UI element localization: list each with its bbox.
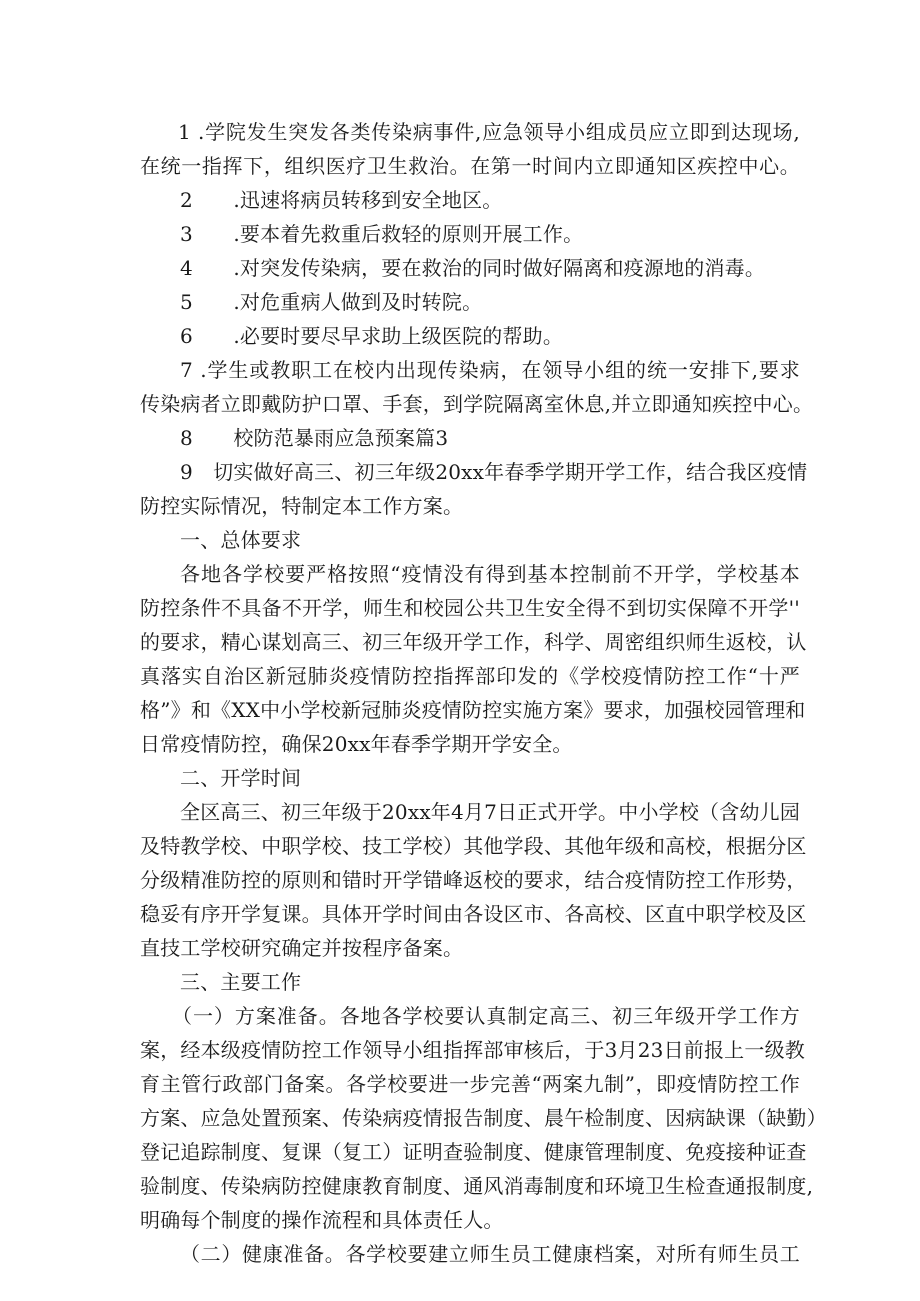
- text-line: 5 .对危重病人做到及时转院。: [180, 290, 483, 314]
- text-line: 分级精准防控的原则和错时开学错峰返校的要求，结合疫情防控工作形势，: [140, 868, 807, 892]
- text-line: 传染病者立即戴防护口罩、手套，到学院隔离室休息,并立即通知疾控中心。: [140, 392, 814, 416]
- text-line: 1 .学院发生突发各类传染病事件,应急领导小组成员应立即到达现场,: [178, 120, 800, 144]
- text-line: 真落实自治区新冠肺炎疫情防控指挥部印发的《学校疫情防控工作“十严: [140, 664, 800, 688]
- section-heading: 三、主要工作: [180, 970, 302, 994]
- text-line: 在统一指挥下，组织医疗卫生救治。在第一时间内立即通知区疾控中心。: [140, 154, 800, 178]
- section-heading: 二、开学时间: [180, 766, 302, 790]
- text-line: （一）方案准备。各地各学校要认真制定高三、初三年级开学工作方: [172, 1004, 800, 1028]
- text-line: 4 .对突发传染病，要在救治的同时做好隔离和疫源地的消毒。: [180, 256, 766, 280]
- text-line: 全区高三、初三年级于20xx年4月7日正式开学。中小学校（含幼儿园: [180, 800, 801, 824]
- text-line: （二）健康准备。各学校要建立师生员工健康档案，对所有师生员工: [180, 1242, 800, 1266]
- text-line: 稳妥有序开学复课。具体开学时间由各设区市、各高校、区直中职学校及区: [140, 902, 807, 926]
- section-heading: 8 校防范暴雨应急预案篇3: [180, 426, 449, 450]
- section-heading: 一、总体要求: [180, 528, 302, 552]
- text-line: 日常疫情防控，确保20xx年春季学期开学安全。: [140, 732, 573, 756]
- text-line: 9 切实做好高三、初三年级20xx年春季学期开学工作，结合我区疫情: [180, 460, 808, 484]
- text-line: 登记追踪制度、复课（复工）证明查验制度、健康管理制度、免疫接种证查: [140, 1140, 807, 1164]
- text-line: 直技工学校研究确定并按程序备案。: [140, 936, 464, 960]
- text-line: 3 .要本着先救重后救轻的原则开展工作。: [180, 222, 584, 246]
- text-line: 明确每个制度的操作流程和具体责任人。: [140, 1208, 504, 1232]
- text-line: 2 .迅速将病员转移到安全地区。: [180, 188, 503, 212]
- text-line: 6 .必要时要尽早求助上级医院的帮助。: [180, 324, 564, 348]
- text-line: 验制度、传染病防控健康教育制度、通风消毒制度和环境卫生检查通报制度,: [140, 1174, 814, 1198]
- text-line: 的要求，精心谋划高三、初三年级开学工作，科学、周密组织师生返校，认: [140, 630, 807, 654]
- text-line: 7 .学生或教职工在校内出现传染病，在领导小组的统一安排下,要求: [180, 358, 800, 382]
- text-line: 案，经本级疫情防控工作领导小组指挥部审核后，于3月23日前报上一级教: [140, 1038, 805, 1062]
- text-line: 防控条件不具备不开学，师生和校园公共卫生安全得不到切实保障不开学'': [140, 596, 800, 620]
- text-line: 方案、应急处置预案、传染病疫情报告制度、晨午检制度、因病缺课（缺勤）: [140, 1106, 827, 1130]
- text-line: 各地各学校要严格按照“疫情没有得到基本控制前不开学，学校基本: [180, 562, 800, 586]
- text-line: 育主管行政部门备案。各学校要进一步完善“两案九制”，即疫情防控工作: [140, 1072, 800, 1096]
- text-line: 防控实际情况，特制定本工作方案。: [140, 494, 464, 518]
- text-line: 格”》和《XX中小学校新冠肺炎疫情防控实施方案》要求，加强校园管理和: [140, 698, 806, 722]
- text-line: 及特教学校、中职学校、技工学校）其他学段、其他年级和高校，根据分区: [140, 834, 807, 858]
